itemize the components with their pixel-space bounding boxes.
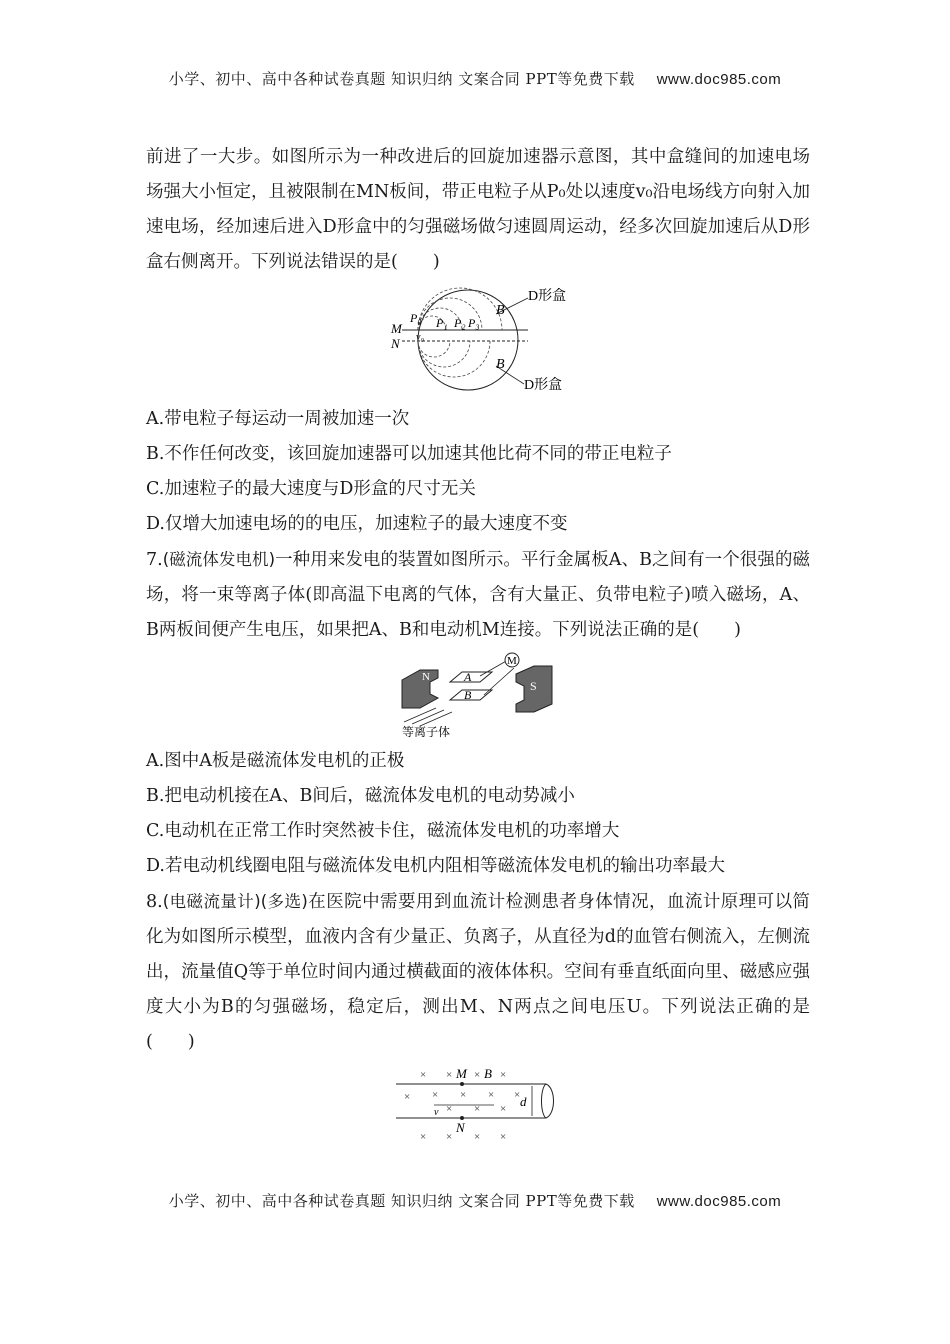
label-n: N xyxy=(391,336,400,351)
cyclotron-figure xyxy=(388,284,568,396)
plasma-arrow-1 xyxy=(404,708,436,722)
plasma-arrow-2 xyxy=(412,710,444,724)
label-b-top: B xyxy=(496,303,505,318)
cross: × xyxy=(474,1131,481,1143)
q7-option-d: D.若电动机线圈电阻与磁流体发电机内阻相等磁流体发电机的输出功率最大 xyxy=(146,856,725,876)
q8-text: 在医院中需要用到血流计检测患者身体情况，血流计原理可以简化为如图所示模型，血液内含有少量正、负离子，从直径为d的血管右侧流入，左侧流出，流量值Q等于单位时间内通过横截面的液体体积。空间有垂直纸面向里、磁感应强度大小为B的匀强磁场，稳定后，测出M、N两点之间电压U。下列说法正确的是( ) xyxy=(146,892,811,1052)
orbit-6 xyxy=(418,341,470,367)
cross: × xyxy=(488,1089,495,1101)
q6-option-a: A.带电粒子每运动一周被加速一次 xyxy=(146,409,410,429)
q8-tag2: (多选) xyxy=(260,892,308,911)
q7-stem xyxy=(146,542,810,648)
cross: × xyxy=(500,1069,507,1081)
label-b-bottom: B xyxy=(496,357,505,372)
q6-option-b: B.不作任何改变，该回旋加速器可以加速其他比荷不同的带正电粒子 xyxy=(146,444,672,464)
label-m: M xyxy=(456,1066,467,1081)
cross: × xyxy=(500,1103,507,1115)
q8-tag: (电磁流量计) xyxy=(162,892,261,911)
orbit-5 xyxy=(418,341,450,357)
footer-text: 小学、初中、高中各种试卷真题 知识归纳 文案合同 PPT等免费下载 xyxy=(168,1192,635,1210)
cross: × xyxy=(514,1089,521,1101)
label-s-pole: S xyxy=(530,679,537,693)
point-m xyxy=(460,1082,464,1086)
label-v: v xyxy=(434,1107,439,1118)
wire-a xyxy=(480,660,508,676)
q7-tag: (磁流体发电机) xyxy=(162,550,276,569)
cross: × xyxy=(474,1069,481,1081)
page-content xyxy=(146,140,810,1154)
header-text: 小学、初中、高中各种试卷真题 知识归纳 文案合同 PPT等免费下载 xyxy=(168,70,635,88)
cross: × xyxy=(500,1131,507,1143)
cross: × xyxy=(404,1091,411,1103)
q7-option-a: A.图中A板是磁流体发电机的正极 xyxy=(146,751,405,771)
q6-stem: 前进了一大步。如图所示为一种改进后的回旋加速器示意图，其中盒缝间的加速电场场强大小恒定，且被限制在MN板间，带正电粒子从P₀处以速度v₀沿电场线方向射入加速电场，经加速后进入D形盒中的匀强磁场做匀速圆周运动，经多次回旋加速后从D形盒右侧离开。下列说法错误的是( ) xyxy=(146,147,810,272)
label-b: B xyxy=(484,1066,492,1081)
plasma-arrow-3 xyxy=(420,712,452,726)
q8-stem xyxy=(146,884,810,1060)
plasma-caption: 等离子体 xyxy=(402,725,451,738)
magnet-n xyxy=(402,670,438,708)
label-p0: P₀ xyxy=(410,311,422,325)
label-p2: P₂ xyxy=(454,316,466,330)
cross: × xyxy=(432,1089,439,1101)
header-site[interactable]: www.doc985.com xyxy=(656,71,782,88)
q8-number: 8. xyxy=(146,892,163,912)
q6-option-d: D.仅增大加速电场的的电压，加速粒子的最大速度不变 xyxy=(146,514,568,534)
cross: × xyxy=(460,1089,467,1101)
footer-site[interactable]: www.doc985.com xyxy=(656,1193,782,1210)
vessel-end xyxy=(542,1084,554,1118)
cross: × xyxy=(446,1131,453,1143)
page-header xyxy=(0,68,950,89)
flowmeter-figure xyxy=(390,1064,566,1148)
cross: × xyxy=(420,1131,427,1143)
label-a: A xyxy=(464,670,472,684)
cross: × xyxy=(474,1103,481,1115)
label-n-pole: N xyxy=(422,671,430,683)
cross: × xyxy=(446,1103,453,1115)
page-footer xyxy=(0,1190,950,1211)
q6-option-c: C.加速粒子的最大速度与D形盒的尺寸无关 xyxy=(146,479,476,499)
q7-option-b: B.把电动机接在A、B间后，磁流体发电机的电动势减小 xyxy=(146,786,575,806)
label-d: d xyxy=(520,1094,527,1109)
cross: × xyxy=(420,1069,427,1081)
q7-text: 一种用来发电的装置如图所示。平行金属板A、B之间有一个很强的磁场，将一束等离子体(即高温下电离的气体，含有大量正、负带电粒子)喷入磁场，A、B两板间便产生电压，如果把A、B和电动机M连接。下列说法正确的是( ) xyxy=(146,550,811,640)
label-d-top: D形盒 xyxy=(528,289,567,304)
label-v0: v₀ xyxy=(416,332,424,343)
mhd-generator-figure xyxy=(398,652,558,738)
label-d-bottom: D形盒 xyxy=(524,378,563,393)
label-p3: P₃ xyxy=(468,316,480,330)
label-p1: P₁ xyxy=(436,316,448,330)
cross: × xyxy=(446,1069,453,1081)
label-b: B xyxy=(464,688,472,702)
q7-number: 7. xyxy=(146,550,163,570)
label-n: N xyxy=(456,1120,465,1135)
label-motor: M xyxy=(507,655,517,667)
q7-option-c: C.电动机在正常工作时突然被卡住，磁流体发电机的功率增大 xyxy=(146,821,620,841)
label-m: M xyxy=(391,321,402,336)
